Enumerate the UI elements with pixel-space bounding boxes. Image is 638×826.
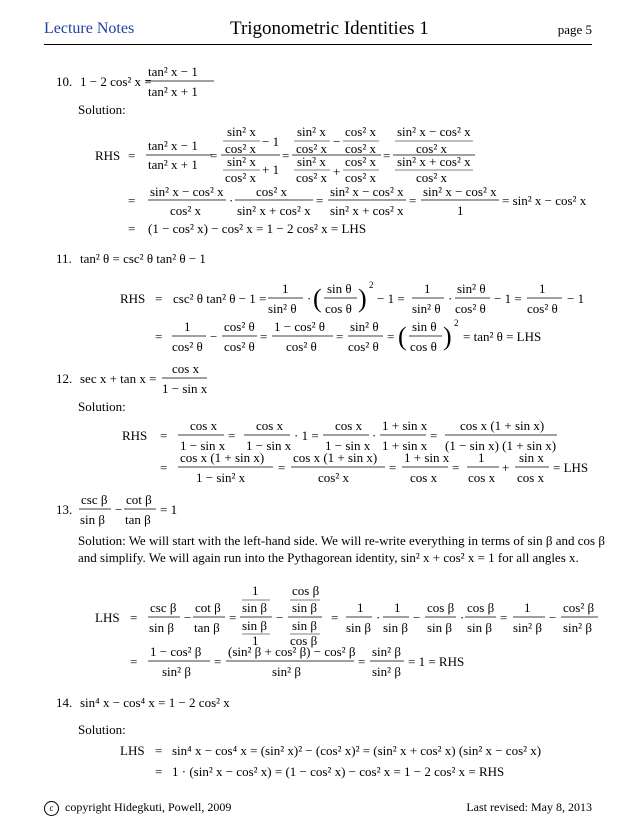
svg-text:1 − sin² x: 1 − sin² x	[196, 470, 246, 485]
svg-text:=: =	[409, 193, 417, 208]
svg-text:sin β: sin β	[292, 600, 318, 615]
page-footer	[44, 800, 592, 820]
svg-text:tan β: tan β	[125, 512, 151, 527]
svg-text:sin² x: sin² x	[227, 154, 256, 169]
svg-text:1: 1	[252, 583, 259, 598]
svg-text:1 − cos² θ: 1 − cos² θ	[274, 319, 326, 334]
svg-text:=: =	[128, 193, 136, 208]
svg-text:cos² x: cos² x	[170, 203, 201, 218]
svg-text:·: ·	[229, 193, 234, 208]
svg-text:1: 1	[357, 600, 364, 615]
svg-text:sin² β: sin² β	[513, 620, 542, 635]
svg-text:sin β: sin β	[383, 620, 409, 635]
svg-text:1 − sin x: 1 − sin x	[162, 381, 208, 396]
svg-text:csc β: csc β	[150, 600, 177, 615]
svg-text:sin θ: sin θ	[327, 281, 352, 296]
svg-text:sin² x: sin² x	[227, 124, 256, 139]
svg-text:cos x: cos x	[172, 361, 200, 376]
footer-copyright	[44, 800, 231, 816]
problem-12-solution-label: Solution:	[78, 399, 126, 414]
svg-text:sin² x: sin² x	[297, 154, 326, 169]
svg-text:sin² β: sin² β	[272, 664, 301, 679]
svg-text:· 1 =: · 1 =	[294, 428, 319, 443]
svg-text:1 + sin x: 1 + sin x	[382, 418, 428, 433]
svg-text:sin² x + cos² x: sin² x + cos² x	[330, 203, 404, 218]
svg-text:=: =	[430, 428, 438, 443]
svg-text:=: =	[155, 743, 163, 758]
svg-text:1: 1	[457, 203, 464, 218]
svg-text:·: ·	[460, 610, 465, 625]
svg-text:=: =	[214, 654, 222, 669]
svg-text:=: =	[316, 193, 324, 208]
svg-text:csc² θ tan² θ − 1 =: csc² θ tan² θ − 1 =	[173, 291, 267, 306]
svg-text:=: =	[155, 329, 163, 344]
svg-text:−: −	[333, 134, 341, 149]
svg-text:cos² θ: cos² θ	[172, 339, 203, 354]
svg-text:sin² β: sin² β	[372, 644, 401, 659]
svg-text:·: ·	[307, 291, 312, 306]
svg-text:=: =	[383, 148, 391, 163]
svg-text:·: ·	[372, 428, 377, 443]
svg-text:=: =	[130, 610, 138, 625]
svg-text:LHS: LHS	[120, 743, 145, 758]
svg-text:sin² x − cos² x: sin² x − cos² x	[423, 184, 497, 199]
svg-text:= tan² θ = LHS: = tan² θ = LHS	[463, 329, 542, 344]
svg-text:+: +	[502, 460, 510, 475]
problem-10-number: 10.	[56, 74, 73, 89]
problem-14-number: 14.	[56, 695, 73, 710]
svg-text:cos² θ: cos² θ	[286, 339, 317, 354]
svg-text:= 1 = RHS: = 1 = RHS	[408, 654, 465, 669]
svg-text:1: 1	[424, 281, 431, 296]
header-title: Trigonometric Identities 1	[230, 18, 429, 39]
problem-13-line-2	[130, 644, 464, 679]
svg-text:1: 1	[539, 281, 546, 296]
svg-text:cos x: cos x	[256, 418, 284, 433]
svg-text:cos² θ: cos² θ	[527, 301, 558, 316]
svg-text:cos β: cos β	[427, 600, 455, 615]
header-course: Lecture Notes	[44, 20, 135, 37]
svg-text:1 − sin x: 1 − sin x	[246, 438, 292, 453]
svg-text:tan² x − 1: tan² x − 1	[148, 138, 198, 153]
svg-text:sin β: sin β	[467, 620, 493, 635]
svg-text:cos² x: cos² x	[318, 470, 349, 485]
svg-text:cos x: cos x	[517, 470, 545, 485]
svg-text:cos β: cos β	[292, 583, 320, 598]
svg-text:sin² θ: sin² θ	[412, 301, 441, 316]
svg-text:(: (	[313, 284, 322, 313]
svg-text:− 1 =: − 1 =	[494, 291, 522, 306]
svg-text:): )	[358, 284, 367, 313]
problem-14-solution-label: Solution:	[78, 722, 126, 737]
svg-text:sin² β: sin² β	[162, 664, 191, 679]
svg-text:(1 − sin x) (1 + sin x): (1 − sin x) (1 + sin x)	[445, 438, 557, 453]
svg-text:sin² x + cos² x: sin² x + cos² x	[397, 154, 471, 169]
svg-text:−: −	[115, 502, 123, 517]
svg-text:sin² β: sin² β	[372, 664, 401, 679]
svg-text:1: 1	[524, 600, 531, 615]
svg-text:=: =	[229, 610, 237, 625]
svg-text:1 · (sin² x − cos² x) = (1 − c: 1 · (sin² x − cos² x) = (1 − cos² x) − cos² x = 1 − 2 cos² x = RHS	[172, 764, 505, 779]
svg-text:cos² x: cos² x	[296, 170, 327, 185]
svg-text:cos² x: cos² x	[345, 154, 376, 169]
svg-text:cos x (1 + sin x): cos x (1 + sin x)	[293, 450, 378, 465]
svg-text:cos β: cos β	[290, 633, 318, 648]
problem-14-line-1	[120, 743, 541, 758]
svg-text:sin² β: sin² β	[563, 620, 592, 635]
svg-text:cos x: cos x	[335, 418, 363, 433]
svg-text:tan² x − 1: tan² x − 1	[148, 64, 198, 79]
svg-text:sin² x − cos² x: sin² x − cos² x	[397, 124, 471, 139]
svg-text:RHS: RHS	[122, 428, 148, 443]
svg-text:2: 2	[454, 318, 459, 328]
svg-text:=: =	[260, 329, 268, 344]
svg-text:cot β: cot β	[126, 492, 152, 507]
problem-12-number: 12.	[56, 371, 73, 386]
svg-text:cos θ: cos θ	[410, 339, 437, 354]
svg-text:=: =	[128, 221, 136, 236]
svg-text:1: 1	[252, 633, 259, 648]
svg-text:= LHS: = LHS	[553, 460, 589, 475]
svg-text:cos² x: cos² x	[416, 170, 447, 185]
svg-text:− 1: − 1	[567, 291, 585, 306]
svg-text:cos x: cos x	[190, 418, 218, 433]
problem-13-line-1	[95, 583, 598, 648]
svg-text:+ 1: + 1	[262, 162, 280, 177]
svg-text:sin x: sin x	[519, 450, 544, 465]
svg-text:=: =	[282, 148, 290, 163]
svg-text:csc β: csc β	[81, 492, 108, 507]
svg-text:=: =	[389, 460, 397, 475]
svg-text:1 + sin x: 1 + sin x	[404, 450, 450, 465]
svg-text:=: =	[130, 654, 138, 669]
svg-text:cos² θ: cos² θ	[224, 319, 255, 334]
svg-text:cos² x: cos² x	[256, 184, 287, 199]
svg-text:sec x + tan x =: sec x + tan x =	[80, 371, 157, 386]
svg-text:=: =	[155, 291, 163, 306]
svg-text:RHS: RHS	[95, 148, 121, 163]
svg-text:−: −	[210, 329, 218, 344]
footer-copyright-text: copyright Hidegkuti, Powell, 2009	[65, 800, 232, 814]
svg-text:sin² θ: sin² θ	[268, 301, 297, 316]
svg-text:=: =	[358, 654, 366, 669]
problem-10-solution-label: Solution:	[78, 102, 126, 117]
svg-text:cos² x: cos² x	[345, 124, 376, 139]
svg-text:sin θ: sin θ	[412, 319, 437, 334]
svg-text:1 − sin x: 1 − sin x	[325, 438, 371, 453]
svg-text:cos x (1 + sin x): cos x (1 + sin x)	[180, 450, 265, 465]
svg-text:cos² x: cos² x	[225, 170, 256, 185]
svg-text:=: =	[160, 428, 168, 443]
problem-11-number: 11.	[56, 251, 72, 266]
svg-text:=: =	[210, 148, 218, 163]
svg-text:cos² x: cos² x	[345, 170, 376, 185]
svg-text:=: =	[160, 460, 168, 475]
svg-text:cos² β: cos² β	[563, 600, 595, 615]
svg-text:tan² x + 1: tan² x + 1	[148, 84, 198, 99]
svg-text:sin² x + cos² x: sin² x + cos² x	[237, 203, 311, 218]
problem-11-statement: tan² θ = csc² θ tan² θ − 1	[80, 251, 206, 266]
svg-text:1 − 2 cos² x =: 1 − 2 cos² x =	[80, 74, 152, 89]
svg-text:1 + sin x: 1 + sin x	[382, 438, 428, 453]
svg-text:sin² x − cos² x: sin² x − cos² x	[330, 184, 404, 199]
svg-text:RHS: RHS	[120, 291, 146, 306]
svg-text:(1 − cos² x) − cos² x = 1 − 2: (1 − cos² x) − cos² x = 1 − 2 cos² x = LHS	[148, 221, 367, 236]
svg-text:·: ·	[376, 610, 381, 625]
problem-13-solution-text: Solution: We will start with the left-hand side. We will re-write everything in terms of sin β and cos β and simplify. We will again run into the Pythagorean identity, sin² x + cos² x = 1 for all angles x.	[78, 533, 605, 565]
svg-text:−: −	[549, 610, 557, 625]
svg-text:=: =	[452, 460, 460, 475]
svg-text:sin² θ: sin² θ	[350, 319, 379, 334]
svg-text:·: ·	[448, 291, 453, 306]
svg-text:cos x: cos x	[410, 470, 438, 485]
svg-text:−: −	[184, 610, 192, 625]
svg-text:1: 1	[394, 600, 401, 615]
svg-text:cos² θ: cos² θ	[224, 339, 255, 354]
svg-text:1: 1	[184, 319, 191, 334]
svg-text:−: −	[276, 610, 284, 625]
footer-revised: Last revised: May 8, 2013	[466, 800, 592, 814]
svg-text:cos² θ: cos² θ	[348, 339, 379, 354]
svg-text:=: =	[387, 329, 395, 344]
svg-text:sin β: sin β	[80, 512, 106, 527]
svg-text:=: =	[155, 764, 163, 779]
svg-text:cos² θ: cos² θ	[455, 301, 486, 316]
svg-text:= 1: = 1	[160, 502, 178, 517]
svg-text:− 1 =: − 1 =	[377, 291, 405, 306]
svg-text:sin β: sin β	[292, 618, 318, 633]
svg-text:sin² θ: sin² θ	[457, 281, 486, 296]
svg-text:sin β: sin β	[242, 618, 268, 633]
svg-text:cot β: cot β	[195, 600, 221, 615]
copyright-icon: c	[44, 801, 59, 816]
svg-text:cos² x: cos² x	[345, 141, 376, 156]
svg-text:−: −	[413, 610, 421, 625]
svg-text:cos² x: cos² x	[416, 141, 447, 156]
svg-text:(: (	[398, 322, 407, 351]
svg-text:=: =	[228, 428, 236, 443]
svg-text:sin⁴ x − cos⁴ x = (sin² x)² −: sin⁴ x − cos⁴ x = (sin² x)² − (cos² x)² = (sin² x + cos² x) (sin² x − cos² x)	[172, 743, 542, 758]
svg-text:sin β: sin β	[149, 620, 175, 635]
svg-text:sin β: sin β	[346, 620, 372, 635]
svg-text:1 − sin x: 1 − sin x	[180, 438, 226, 453]
svg-text:(sin² β + cos² β) − cos² β: (sin² β + cos² β) − cos² β	[228, 644, 356, 659]
svg-text:1: 1	[478, 450, 485, 465]
svg-text:sin β: sin β	[427, 620, 453, 635]
svg-text:): )	[443, 322, 452, 351]
svg-text:=: =	[500, 610, 508, 625]
svg-text:= sin² x − cos² x: = sin² x − cos² x	[502, 193, 587, 208]
svg-text:1 − cos² β: 1 − cos² β	[150, 644, 202, 659]
svg-text:LHS: LHS	[95, 610, 120, 625]
svg-text:=: =	[331, 610, 339, 625]
problem-14-line-2	[155, 764, 504, 779]
svg-text:=: =	[278, 460, 286, 475]
problem-13-number: 13.	[56, 502, 73, 517]
svg-text:− 1: − 1	[262, 134, 280, 149]
svg-text:=: =	[128, 148, 136, 163]
svg-text:+: +	[333, 164, 341, 179]
svg-text:sin β: sin β	[242, 600, 268, 615]
svg-text:cos² x: cos² x	[296, 141, 327, 156]
svg-text:cos² x: cos² x	[225, 141, 256, 156]
svg-text:cos θ: cos θ	[325, 301, 352, 316]
svg-text:sin² x − cos² x: sin² x − cos² x	[150, 184, 224, 199]
svg-text:cos β: cos β	[467, 600, 495, 615]
svg-text:cos x (1 + sin x): cos x (1 + sin x)	[460, 418, 545, 433]
svg-text:sin² x: sin² x	[297, 124, 326, 139]
svg-text:=: =	[336, 329, 344, 344]
svg-text:tan² x + 1: tan² x + 1	[148, 157, 198, 172]
svg-text:cos x: cos x	[468, 470, 496, 485]
svg-text:tan β: tan β	[194, 620, 220, 635]
problem-14-statement: sin⁴ x − cos⁴ x = 1 − 2 cos² x	[80, 695, 230, 710]
svg-text:1: 1	[282, 281, 289, 296]
svg-text:2: 2	[369, 280, 374, 290]
header-page-number: page 5	[557, 22, 592, 37]
